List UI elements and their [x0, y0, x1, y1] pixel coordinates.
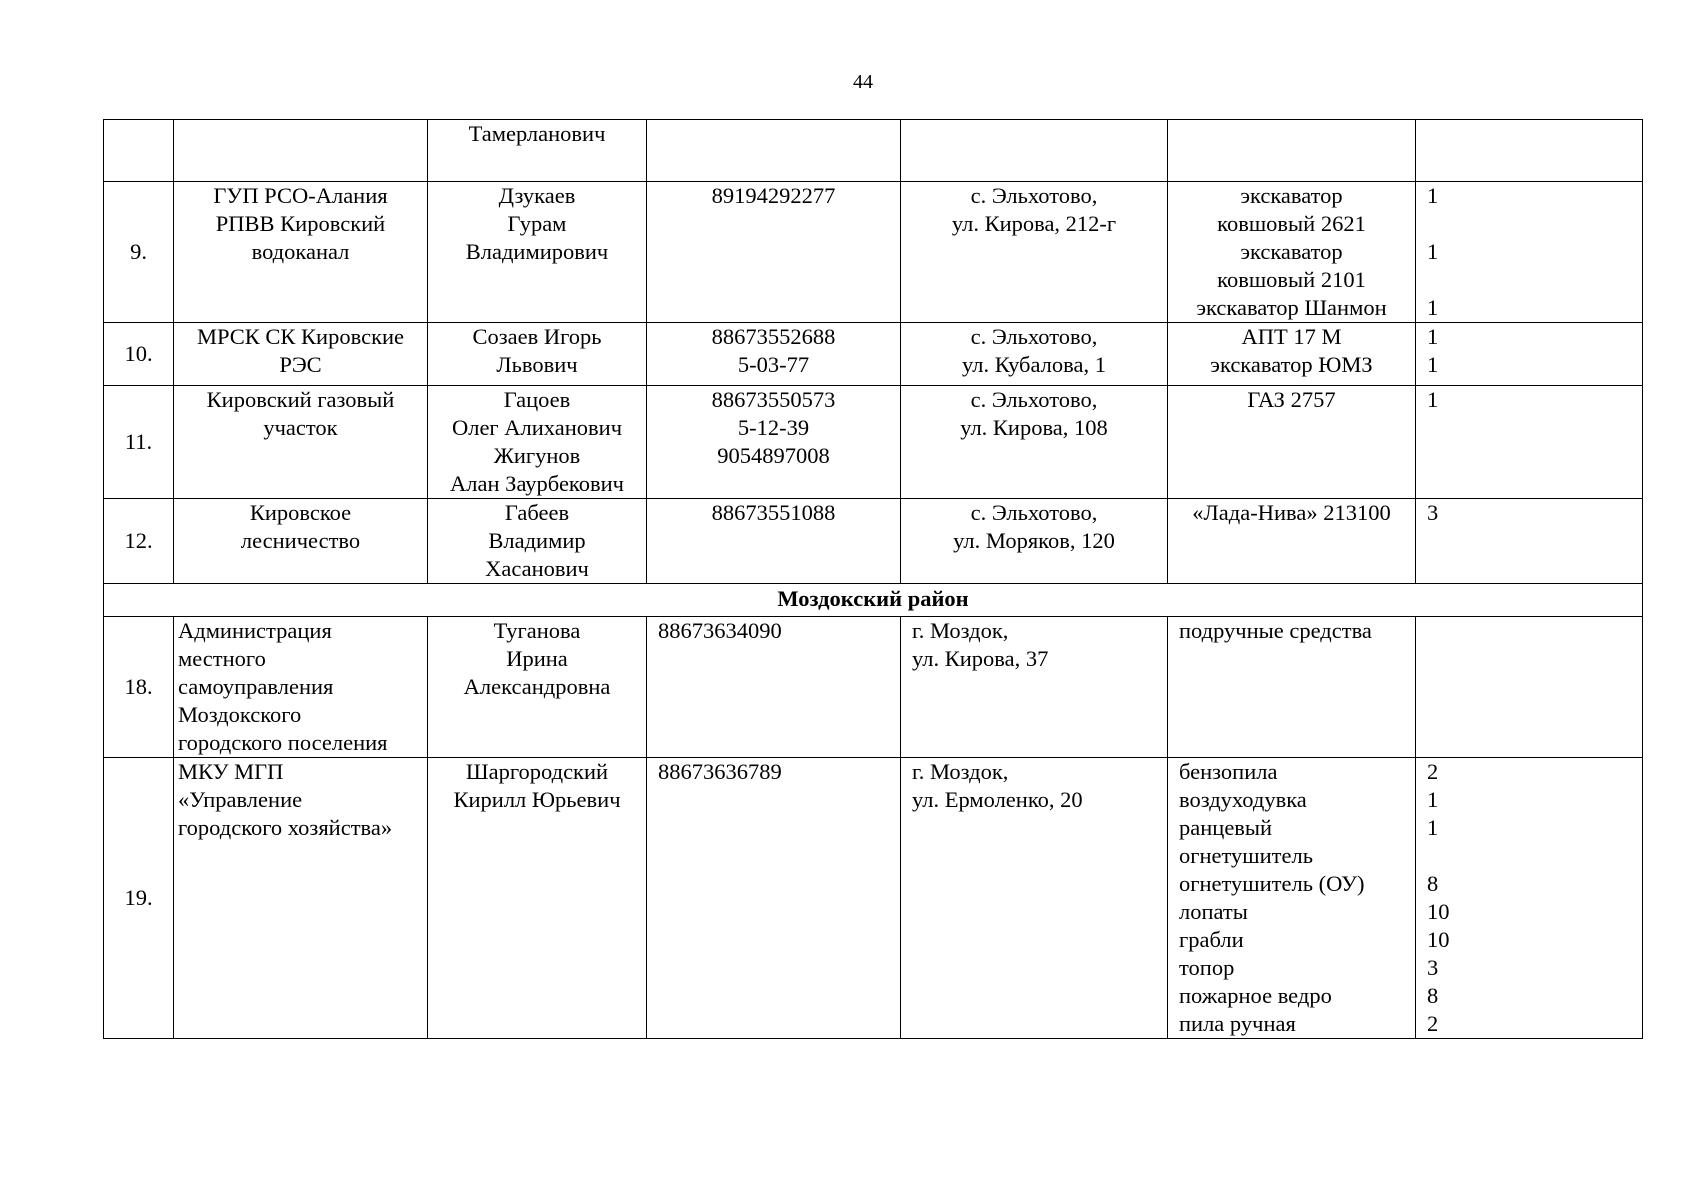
cell-equipment — [1168, 499, 1416, 584]
cell-line: пила ручная — [1179, 1011, 1296, 1036]
cell-line: экскаватор Шанмон — [1196, 295, 1387, 320]
cell-num — [104, 120, 174, 182]
cell-line: 88673551088 — [711, 500, 836, 525]
cell-qty — [1416, 758, 1643, 1039]
cell-responsible — [428, 758, 647, 1039]
cell-line: 1 — [1427, 352, 1439, 377]
cell-qty — [1416, 386, 1643, 499]
cell-line: городского поселения — [178, 730, 388, 755]
cell-line: МКУ МГП — [178, 759, 284, 784]
cell-line — [1427, 266, 1642, 294]
cell-line: 8 — [1427, 871, 1439, 896]
cell-address — [901, 323, 1168, 386]
cell-qty — [1416, 617, 1643, 758]
cell-qty — [1416, 120, 1643, 182]
cell-line: РЭС — [279, 352, 322, 377]
cell-line: Хасанович — [485, 556, 589, 581]
cell-line: Владимирович — [465, 239, 609, 264]
cell-qty — [1416, 323, 1643, 386]
cell-line: РПВВ Кировский — [215, 211, 386, 236]
cell-line: МРСК СК Кировские — [196, 324, 405, 349]
cell-line: «Лада-Нива» 213100 — [1192, 500, 1391, 525]
cell-line: 1 — [1427, 815, 1439, 840]
table-row — [104, 182, 1643, 323]
cell-qty — [1416, 499, 1643, 584]
section-heading: Моздокский район — [104, 584, 1643, 617]
cell-phone — [647, 499, 901, 584]
cell-line: Шаргородский — [465, 759, 609, 784]
cell-num: 19. — [104, 758, 174, 1039]
cell-line: Ирина — [506, 646, 568, 671]
cell-line — [1427, 210, 1642, 238]
cell-line: грабли — [1179, 927, 1244, 952]
page-number: 44 — [853, 71, 873, 93]
cell-line: с. Эльхотово, — [970, 500, 1098, 525]
cell-num: 11. — [104, 386, 174, 499]
cell-line: 9054897008 — [717, 443, 830, 468]
cell-phone — [647, 120, 901, 182]
cell-line: с. Эльхотово, — [970, 183, 1098, 208]
cell-phone — [647, 323, 901, 386]
cell-line: Кировский газовый — [206, 387, 395, 412]
cell-responsible — [428, 182, 647, 323]
cell-line: Дзукаев — [498, 183, 576, 208]
cell-org — [174, 617, 428, 758]
cell-line: Администрация — [178, 618, 332, 643]
cell-line: 2 — [1427, 1011, 1439, 1036]
cell-responsible — [428, 386, 647, 499]
cell-responsible — [428, 499, 647, 584]
cell-line: Жигунов — [493, 443, 581, 468]
cell-line: 1 — [1427, 387, 1439, 412]
cell-line: Гацоев — [503, 387, 571, 412]
cell-phone — [647, 386, 901, 499]
cell-line: участок — [263, 415, 338, 440]
cell-line: Кировское — [249, 500, 352, 525]
table-row — [104, 617, 1643, 758]
cell-line: 1 — [1427, 295, 1439, 320]
cell-responsible — [428, 323, 647, 386]
cell-line: Созаев Игорь — [472, 324, 602, 349]
cell-org — [174, 386, 428, 499]
cell-address — [901, 182, 1168, 323]
cell-line: 1 — [1427, 787, 1439, 812]
cell-line: 1 — [1427, 324, 1439, 349]
cell-line: местного — [178, 646, 266, 671]
cell-line: 88673552688 — [711, 324, 836, 349]
cell-line: 5-12-39 — [737, 415, 810, 440]
cell-line: 3 — [1427, 955, 1439, 980]
cell-line: экскаватор — [1240, 183, 1343, 208]
section-row — [104, 584, 1643, 617]
cell-line: огнетушитель — [1179, 843, 1313, 868]
cell-address — [901, 120, 1168, 182]
cell-line — [1427, 842, 1642, 870]
cell-phone — [647, 758, 901, 1039]
cell-line: Александровна — [463, 674, 611, 699]
cell-line: АПТ 17 М — [1241, 324, 1342, 349]
cell-line: самоуправления — [178, 674, 334, 699]
cell-org — [174, 120, 428, 182]
cell-line: 3 — [1427, 500, 1439, 525]
cell-line: г. Моздок, — [912, 618, 1009, 643]
cell-line: ул. Кирова, 37 — [912, 646, 1049, 671]
cell-responsible — [428, 617, 647, 758]
cell-line: экскаватор — [1240, 239, 1343, 264]
cell-line: Олег Алиханович — [451, 415, 623, 440]
cell-org — [174, 323, 428, 386]
cell-line: 88673636789 — [658, 759, 782, 784]
cell-line: ранцевый — [1179, 815, 1273, 840]
cell-line: экскаватор ЮМЗ — [1210, 352, 1373, 377]
cell-line: 8 — [1427, 983, 1439, 1008]
cell-line: Гурам — [507, 211, 567, 236]
cell-line: ул. Кубалова, 1 — [962, 352, 1106, 377]
cell-line: 89194292277 — [711, 183, 836, 208]
cell-address — [901, 386, 1168, 499]
cell-line: Туганова — [493, 618, 581, 643]
cell-line: лопаты — [1179, 899, 1248, 924]
cell-line: ул. Моряков, 120 — [953, 528, 1115, 553]
cell-line: Кирилл Юрьевич — [453, 787, 621, 812]
cell-line: Габеев — [504, 500, 570, 525]
table-row — [104, 323, 1643, 386]
cell-line: Тамерланович — [468, 121, 606, 146]
cell-org — [174, 499, 428, 584]
cell-line: с. Эльхотово, — [970, 324, 1098, 349]
cell-equipment — [1168, 182, 1416, 323]
table-row — [104, 120, 1643, 182]
cell-line: ул. Кирова, 212-г — [951, 211, 1117, 236]
cell-qty — [1416, 182, 1643, 323]
cell-equipment — [1168, 120, 1416, 182]
cell-line: подручные средства — [1179, 618, 1372, 643]
cell-line: Алан Заурбекович — [450, 471, 624, 496]
cell-line: ковшовый 2621 — [1217, 211, 1366, 236]
cell-address — [901, 758, 1168, 1039]
cell-phone — [647, 617, 901, 758]
cell-line: с. Эльхотово, — [970, 387, 1098, 412]
cell-line: бензопила — [1179, 759, 1278, 784]
cell-line: 88673550573 — [711, 387, 836, 412]
equipment-table — [103, 119, 1643, 1039]
table-row — [104, 758, 1643, 1039]
cell-line: пожарное ведро — [1179, 983, 1332, 1008]
cell-line: «Управление — [178, 787, 303, 812]
cell-line: 10 — [1427, 899, 1450, 924]
cell-line: 2 — [1427, 759, 1439, 784]
cell-equipment — [1168, 758, 1416, 1039]
cell-line: 88673634090 — [658, 618, 782, 643]
cell-num: 9. — [104, 182, 174, 323]
cell-line: Львович — [496, 352, 578, 377]
cell-line: лесничество — [240, 528, 361, 553]
cell-line: ул. Ермоленко, 20 — [912, 787, 1083, 812]
table-row — [104, 499, 1643, 584]
cell-org — [174, 182, 428, 323]
cell-line: ГУП РСО-Алания — [213, 183, 388, 208]
cell-responsible — [428, 120, 647, 182]
cell-line: Моздокского — [178, 702, 302, 727]
cell-line: воздуходувка — [1179, 787, 1307, 812]
cell-equipment — [1168, 323, 1416, 386]
cell-line: ковшовый 2101 — [1217, 267, 1366, 292]
cell-line: ГАЗ 2757 — [1247, 387, 1336, 412]
cell-num: 10. — [104, 323, 174, 386]
cell-org — [174, 758, 428, 1039]
cell-line: топор — [1179, 955, 1235, 980]
cell-equipment — [1168, 617, 1416, 758]
cell-line: Владимир — [488, 528, 586, 553]
table-row — [104, 386, 1643, 499]
cell-line: 10 — [1427, 927, 1450, 952]
cell-line: водоканал — [251, 239, 350, 264]
cell-line: г. Моздок, — [912, 759, 1009, 784]
cell-line: 1 — [1427, 239, 1439, 264]
cell-line: ул. Кирова, 108 — [960, 415, 1108, 440]
cell-phone — [647, 182, 901, 323]
cell-address — [901, 617, 1168, 758]
cell-line: огнетушитель (ОУ) — [1179, 871, 1365, 896]
cell-line: 1 — [1427, 183, 1439, 208]
cell-num: 12. — [104, 499, 174, 584]
cell-num: 18. — [104, 617, 174, 758]
cell-address — [901, 499, 1168, 584]
cell-equipment — [1168, 386, 1416, 499]
cell-line: 5-03-77 — [737, 352, 810, 377]
cell-line: городского хозяйства» — [178, 815, 393, 840]
